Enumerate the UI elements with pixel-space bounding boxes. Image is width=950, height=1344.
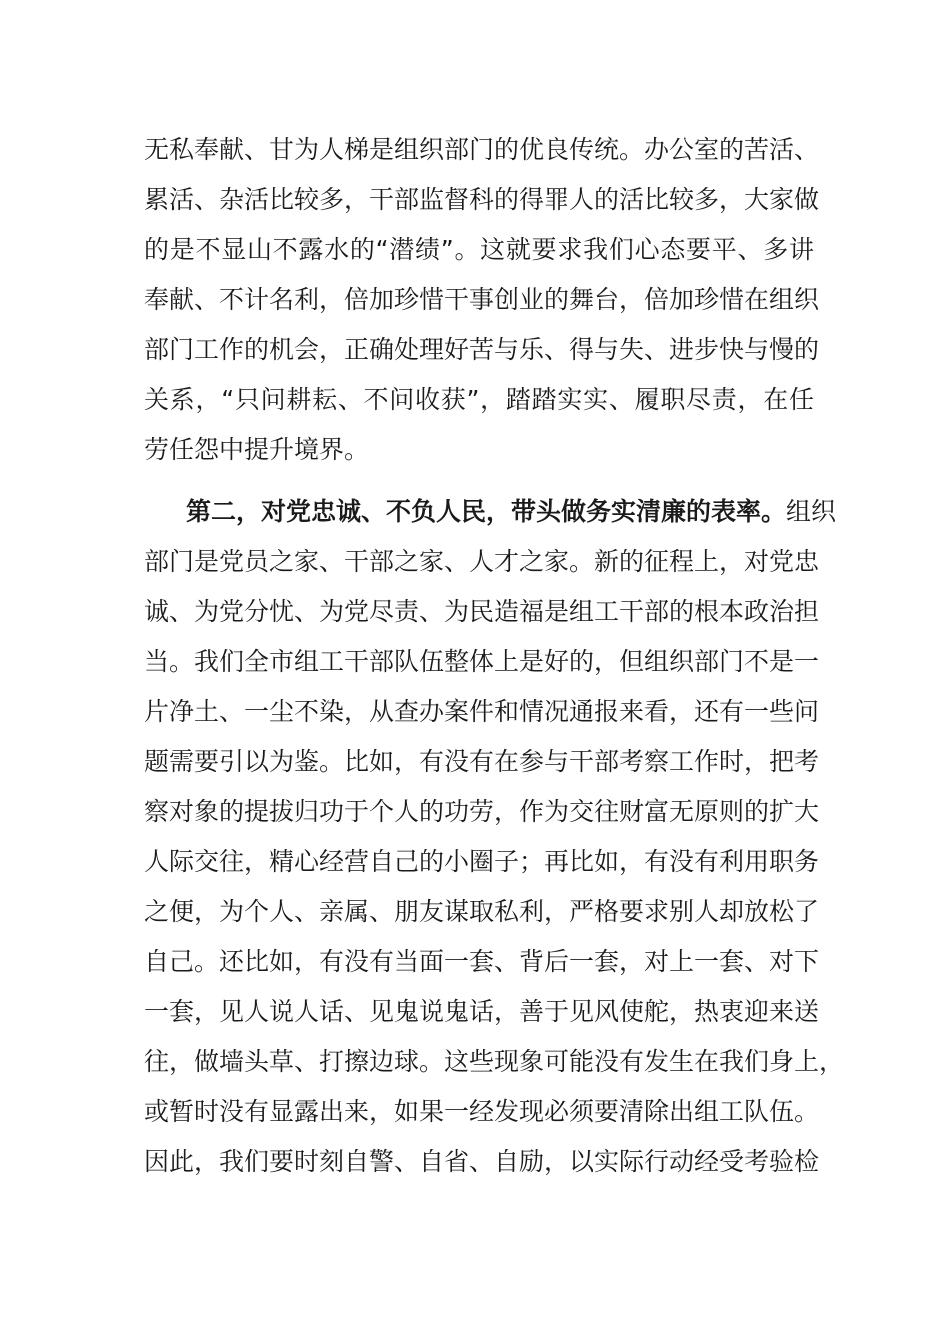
paragraph-2	[144, 487, 845, 1187]
paragraph-line: 诚、为党分忧、为党尽责、为民造福是组工干部的根本政治担	[144, 597, 820, 626]
paragraph-line: 片净土、一尘不染，从查办案件和情况通报来看，还有一些问	[144, 697, 820, 726]
section-heading-lead: 第二，对党忠诚、不负人民，带头做务实清廉的表率。	[186, 497, 787, 526]
paragraph-line: 奉献、不计名利，倍加珍惜干事创业的舞台，倍加珍惜在组织	[144, 285, 820, 314]
paragraph-line: 劳任怨中提升境界。	[144, 435, 370, 464]
paragraph-line: 一套，见人说人话、见鬼说鬼话，善于见风使舵，热衷迎来送	[144, 997, 820, 1026]
paragraph-line: 自己。还比如，有没有当面一套、背后一套，对上一套、对下	[144, 947, 820, 976]
paragraph-line: 或暂时没有显露出来，如果一经发现必须要清除出组工队伍。	[144, 1097, 820, 1126]
paragraph-line: 察对象的提拔归功于个人的功劳，作为交往财富无原则的扩大	[144, 797, 820, 826]
paragraph-line: 部门是党员之家、干部之家、人才之家。新的征程上，对党忠	[144, 547, 820, 576]
paragraph-line: 的是不显山不露水的“潜绩”。这就要求我们心态要平、多讲	[144, 235, 814, 264]
paragraph-line: 无私奉献、甘为人梯是组织部门的优良传统。办公室的苦活、	[144, 135, 820, 164]
paragraph-line: 因此，我们要时刻自警、自省、自励，以实际行动经受考验检	[144, 1147, 820, 1176]
section-heading-continuation: 组织	[786, 497, 837, 526]
paragraph-line: 人际交往，精心经营自己的小圈子；再比如，有没有利用职务	[144, 847, 820, 876]
paragraph-line: 往，做墙头草、打擦边球。这些现象可能没有发生在我们身上，	[144, 1047, 845, 1076]
paragraph-first-line	[144, 487, 837, 537]
paragraph-line: 关系，“只问耕耘、不问收获”，踏踏实实、履职尽责，在任	[144, 385, 814, 414]
paragraph-line: 题需要引以为鉴。比如，有没有在参与干部考察工作时，把考	[144, 747, 820, 776]
paragraph-line: 之便，为个人、亲属、朋友谋取私利，严格要求别人却放松了	[144, 897, 820, 926]
paragraph-line: 当。我们全市组工干部队伍整体上是好的，但组织部门不是一	[144, 647, 820, 676]
paragraph-line: 累活、杂活比较多，干部监督科的得罪人的活比较多，大家做	[144, 185, 820, 214]
paragraph-1	[144, 125, 820, 475]
paragraph-line: 部门工作的机会，正确处理好苦与乐、得与失、进步快与慢的	[144, 335, 820, 364]
